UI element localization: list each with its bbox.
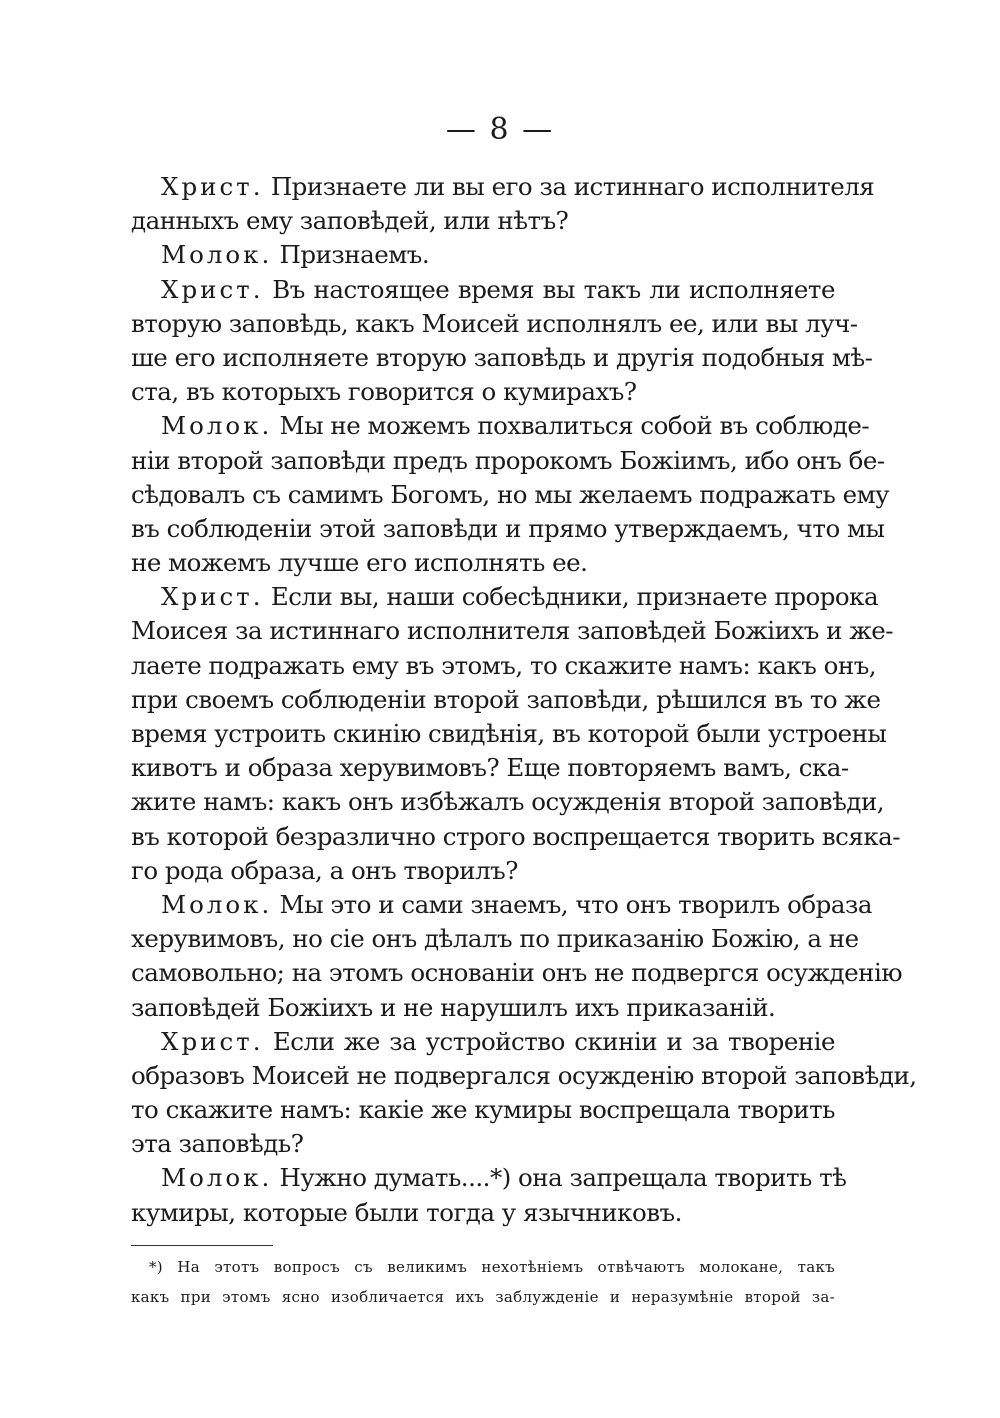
text-line: кивотъ и образа херувимовъ? Еще повторяемъ вамъ, ска- [131,753,849,783]
speaker-label: Молок. [161,240,273,270]
text-line: не можемъ лучше его исполнять ее. [131,548,588,578]
text-line: Христ. Если же за устройство скинiи и за творенiе [161,1026,835,1056]
text-line: Молок. Мы это и сами знаемъ, что онъ творилъ образа [161,889,872,919]
text-line: Христ. Признаете ли вы его за истиннаго исполнителя [161,172,875,201]
speaker-label: Христ. [161,582,264,612]
speaker-label: Христ. [161,172,264,201]
text-line: Христ. Въ настоящее время вы такъ ли исполняете [161,274,835,304]
text-line: Молок. Мы не можемъ похвалиться собой въ соблюде- [161,411,870,441]
text-line: ста, въ которыхъ говорится о кумирахъ? [131,377,637,407]
text-line: лаете подражать ему въ этомъ, то скажите намъ: какъ онъ, [131,650,877,680]
speaker-label: Молок. [161,411,273,441]
text-line: образовъ Моисей не подвергался осужденiю второй заповѣди, [131,1060,917,1090]
text-line: то скажите намъ: какiе же кумиры воспрещала творить [131,1095,835,1125]
page-number: — 8 — [445,112,555,147]
text-line: Молок. Нужно думать....*) она запрещала творить тѣ [161,1163,847,1193]
speaker-label: Христ. [161,274,264,304]
footnote [131,1252,835,1312]
text-line: херувимовъ, но сiе онъ дѣлалъ по приказанiю Божiю, а не [131,924,859,954]
speaker-label: Молок. [161,1163,273,1193]
text-line: кумиры, которые были тогда у язычниковъ. [131,1197,682,1227]
footnote-line: *) На этотъ вопросъ съ великимъ нехотѣнiемъ отвѣчаютъ молокане, такъ [149,1258,835,1276]
text-line: Моисея за истиннаго исполнителя заповѣдей Божiихъ и же- [131,616,894,646]
text-line: въ которой безразлично строго воспрещается творить всяка- [131,821,901,851]
footnote-divider [131,1245,273,1246]
text-line: Христ. Если вы, наши собесѣдники, признаете пророка [161,582,879,612]
text-line: сѣдовалъ съ самимъ Богомъ, но мы желаемъ подражать ему [131,479,890,509]
text-line: заповѣдей Божiихъ и не нарушилъ ихъ приказанiй. [131,992,776,1022]
text-line: эта заповѣдь? [131,1129,304,1159]
speaker-label: Христ. [161,1026,264,1056]
text-line: при своемъ соблюденiи второй заповѣди, рѣшился въ то же [131,684,881,714]
footnote-line: какъ при этомъ ясно изобличается ихъ заблужденiе и неразумѣнiе второй за- [131,1288,835,1306]
text-line: Молок. Признаемъ. [161,240,430,270]
speaker-label: Молок. [161,889,273,919]
text-line: въ соблюденiи этой заповѣди и прямо утверждаемъ, что мы [131,513,885,543]
dialogue-text [131,170,917,1230]
text-line: данныхъ ему заповѣдей, или нѣтъ? [131,206,569,236]
text-line: го рода образа, а онъ творилъ? [131,855,518,885]
text-line: время устроить скинiю свидѣнiя, въ которой были устроены [131,719,887,748]
text-line: жите намъ: какъ онъ избѣжалъ осужденiя второй заповѣди, [131,787,885,817]
text-line: самовольно; на этомъ основанiи онъ не подвергся осужденiю [131,958,903,988]
text-line: ше его исполняете вторую заповѣдь и другія подобныя мѣ- [131,342,873,372]
text-line: нiи второй заповѣди предъ пророкомъ Божiимъ, ибо онъ бе- [131,445,885,475]
text-line: вторую заповѣдь, какъ Моисей исполнялъ ее, или вы луч- [131,308,858,338]
